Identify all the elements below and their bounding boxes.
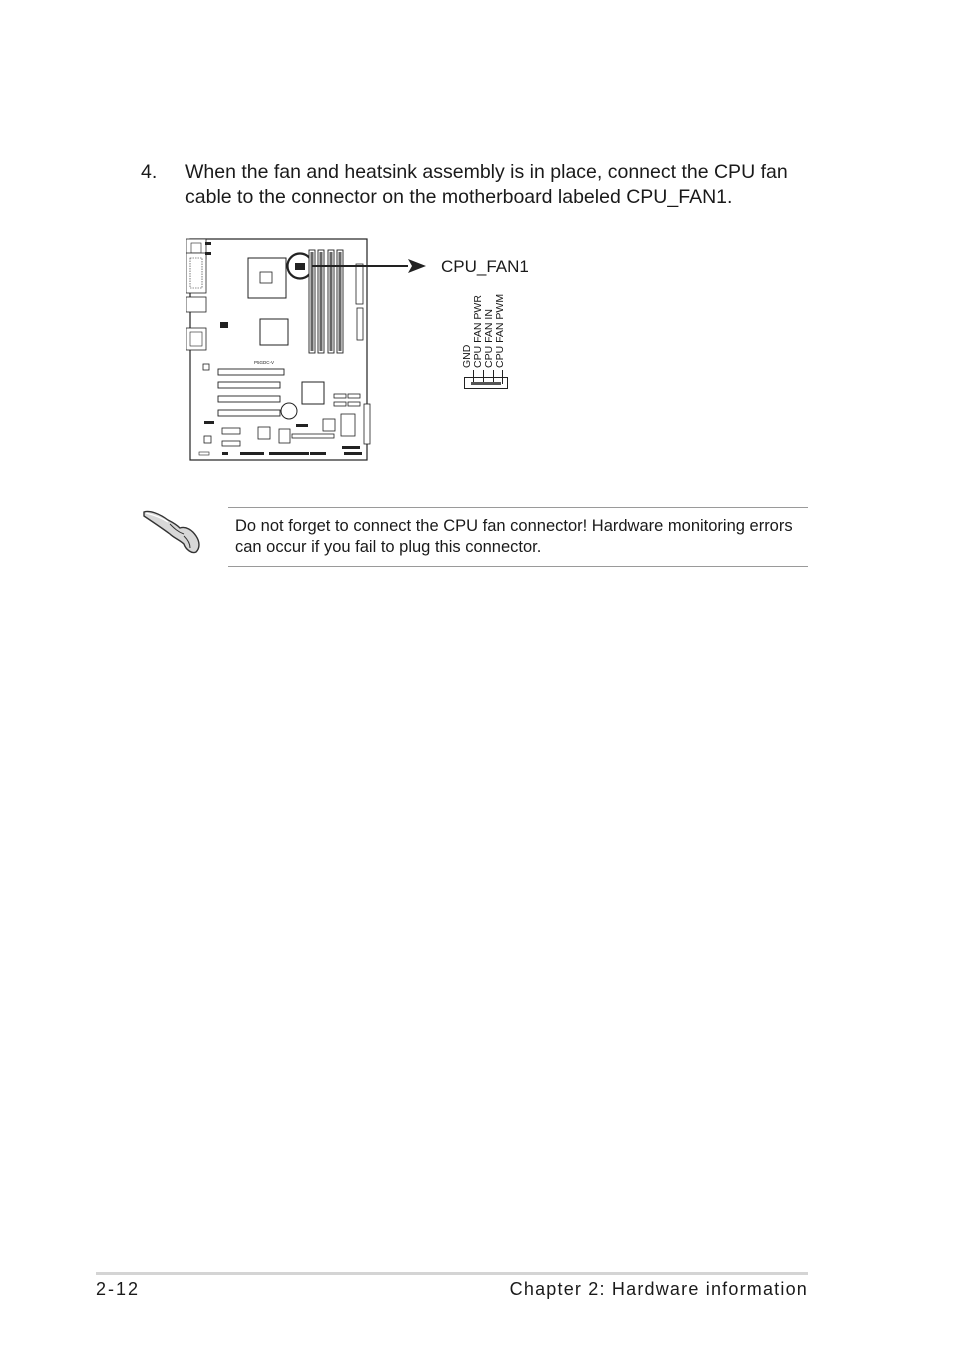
note-text: Do not forget to connect the CPU fan connector! Hardware monitoring errors can occur if you fail to plug this connector. xyxy=(235,517,793,556)
pin-label: CPU FAN IN xyxy=(483,309,495,368)
footer-divider xyxy=(96,1272,808,1275)
note-divider-bottom xyxy=(228,566,808,567)
step-number: 4. xyxy=(141,161,158,183)
motherboard-diagram xyxy=(186,236,426,466)
pin-labels xyxy=(462,288,512,368)
note-divider-top xyxy=(228,507,808,508)
connector-pin xyxy=(502,370,503,384)
pointing-hand-icon xyxy=(140,506,204,556)
fan-connector xyxy=(464,377,508,389)
pin-label: CPU FAN PWM xyxy=(494,293,506,368)
pin-label: CPU FAN PWR xyxy=(472,295,484,368)
page-number: 2-12 xyxy=(96,1279,141,1299)
step-text: When the fan and heatsink assembly is in place, connect the CPU fan cable to the connector on the motherboard labeled CPU_FAN1. xyxy=(185,161,788,208)
chapter-title: Chapter 2: Hardware information xyxy=(509,1279,808,1299)
board-label: P5GDC-V xyxy=(254,360,275,365)
cpu-fan-label: CPU_FAN1 xyxy=(441,257,529,276)
connector-latch xyxy=(471,382,501,385)
pin-label: GND xyxy=(461,344,473,368)
